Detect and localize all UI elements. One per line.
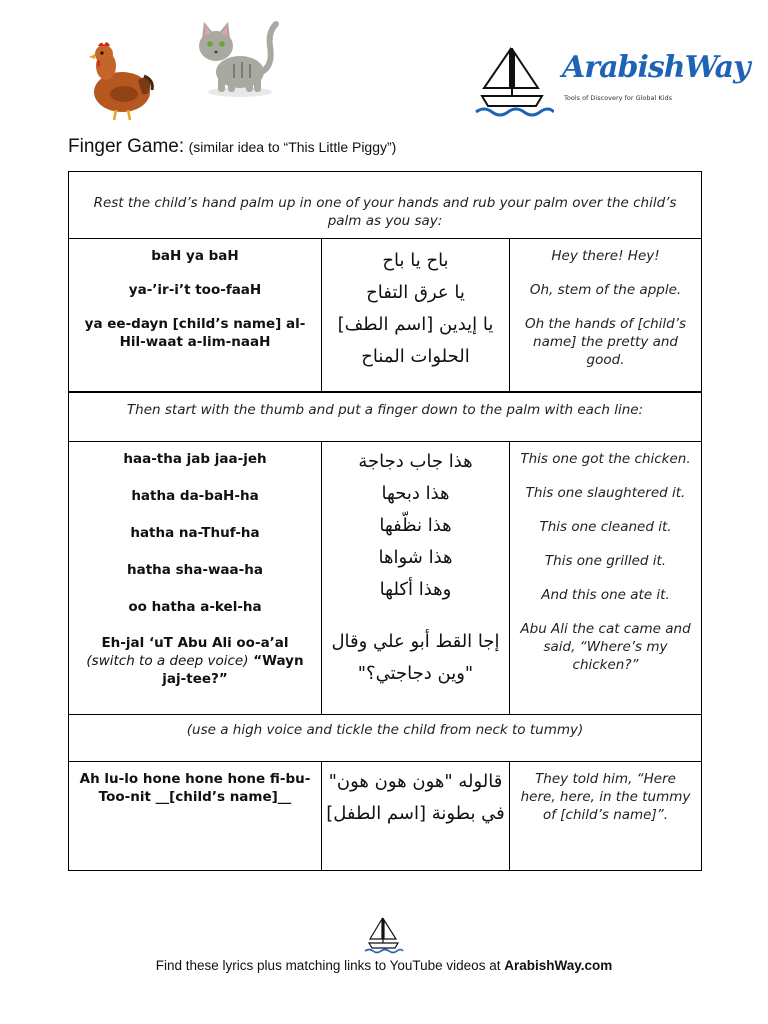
- section1-arabic: [322, 239, 509, 373]
- translit-final-direction: (switch to a deep voice): [86, 653, 249, 669]
- english-line: And this one ate it.: [541, 587, 670, 603]
- section1-english: [510, 239, 701, 369]
- english-line: This one cleaned it.: [539, 519, 672, 535]
- english-line: This one slaughtered it.: [525, 485, 686, 501]
- translit-line-final: [75, 634, 315, 688]
- title-subtitle: (similar idea to “This Little Piggy”): [188, 139, 397, 155]
- arabic-line: هذا دبحها: [381, 483, 450, 504]
- arabic-line: في بطونة [اسم الطفل]: [326, 803, 505, 824]
- section1-row: [69, 239, 702, 393]
- cat-icon: [190, 16, 282, 100]
- section1-transliteration: [69, 239, 321, 351]
- arabic-line: يا إيدين [اسم الطف]: [337, 314, 494, 335]
- logo-tagline: Tools of Discovery for Global Kids: [564, 94, 672, 102]
- arabic-line: وهذا أكلها: [379, 579, 452, 600]
- translit-line: hatha da-baH-ha: [131, 488, 259, 504]
- section3-english: They told him, “Here here, here, in the tummy of [child’s name]”.: [520, 771, 691, 823]
- arabic-line: "وين دجاجتي؟": [357, 663, 474, 684]
- hen-icon: [86, 36, 156, 122]
- arabic-line: يا عرق التفاح: [366, 282, 465, 303]
- middle-instruction-row: [69, 392, 702, 442]
- english-line: Oh the hands of [child’s name] the pretty and good.: [524, 316, 687, 368]
- translit-line: hatha sha-waa-ha: [127, 562, 263, 578]
- arabic-line: هذا جاب دجاجة: [358, 451, 473, 472]
- english-line: This one got the chicken.: [520, 451, 691, 467]
- sailboat-icon: [364, 916, 404, 954]
- footer-text: Find these lyrics plus matching links to YouTube videos at: [155, 958, 505, 973]
- translit-line: oo hatha a-kel-ha: [128, 599, 262, 615]
- section2-transliteration: [69, 442, 321, 688]
- arabic-line: هذا نظّفها: [379, 515, 452, 536]
- english-line: Abu Ali the cat came and said, “Where’s my chicken?”: [520, 621, 691, 673]
- arabic-line: قالوله "هون هون هون": [328, 771, 503, 792]
- english-line: This one grilled it.: [544, 553, 667, 569]
- arabic-line: هذا شواها: [378, 547, 453, 568]
- english-line: Oh, stem of the apple.: [529, 282, 682, 298]
- title-text: Finger Game:: [68, 136, 185, 157]
- logo-wordmark: ArabishWay: [562, 50, 750, 85]
- translit-final-part2: “Wayn jaj-tee?”: [162, 653, 304, 687]
- translit-line: haa-tha jab jaa-jeh: [123, 451, 267, 467]
- arabic-line: باح يا باح: [382, 250, 449, 271]
- intro-instruction: Rest the child’s hand palm up in one of your hands and rub your palm over the child’s palm as you say:: [93, 195, 677, 229]
- page-title: [68, 136, 396, 158]
- section3-arabic: [322, 762, 509, 830]
- footer-site-link[interactable]: ArabishWay.com: [504, 958, 613, 973]
- intro-instruction-row: [69, 172, 702, 239]
- tickle-instruction: (use a high voice and tickle the child from neck to tummy): [186, 722, 584, 738]
- arabishway-logo: [474, 44, 750, 118]
- section2-row: [69, 442, 702, 715]
- sailboat-icon: [474, 44, 554, 118]
- section2-arabic: [322, 442, 509, 690]
- section3-transliteration: Ah lu-lo hone hone hone fi-bu-Too-nit __[child’s name]__: [79, 771, 311, 805]
- translit-line: baH ya baH: [151, 248, 239, 264]
- footer-note: [0, 958, 768, 973]
- translit-line: ya ee-dayn [child’s name] al-Hil-waat a-lim-naaH: [84, 316, 306, 350]
- translit-line: ya-’ir-i’t too-faaH: [128, 282, 262, 298]
- arabic-line: إجا القط أبو علي وقال: [331, 631, 500, 652]
- middle-instruction: Then start with the thumb and put a finger down to the palm with each line:: [126, 402, 644, 418]
- translit-final-part1: Eh-jal ‘uT Abu Ali oo-a’al: [101, 635, 289, 651]
- arabic-line: الحلوات المناح: [361, 346, 470, 367]
- translit-line: hatha na-Thuf-ha: [130, 525, 260, 541]
- section2-english: [510, 442, 701, 674]
- tickle-instruction-row: [69, 715, 702, 762]
- lyrics-table: [68, 171, 702, 871]
- english-line: Hey there! Hey!: [551, 248, 660, 264]
- section3-row: [69, 762, 702, 871]
